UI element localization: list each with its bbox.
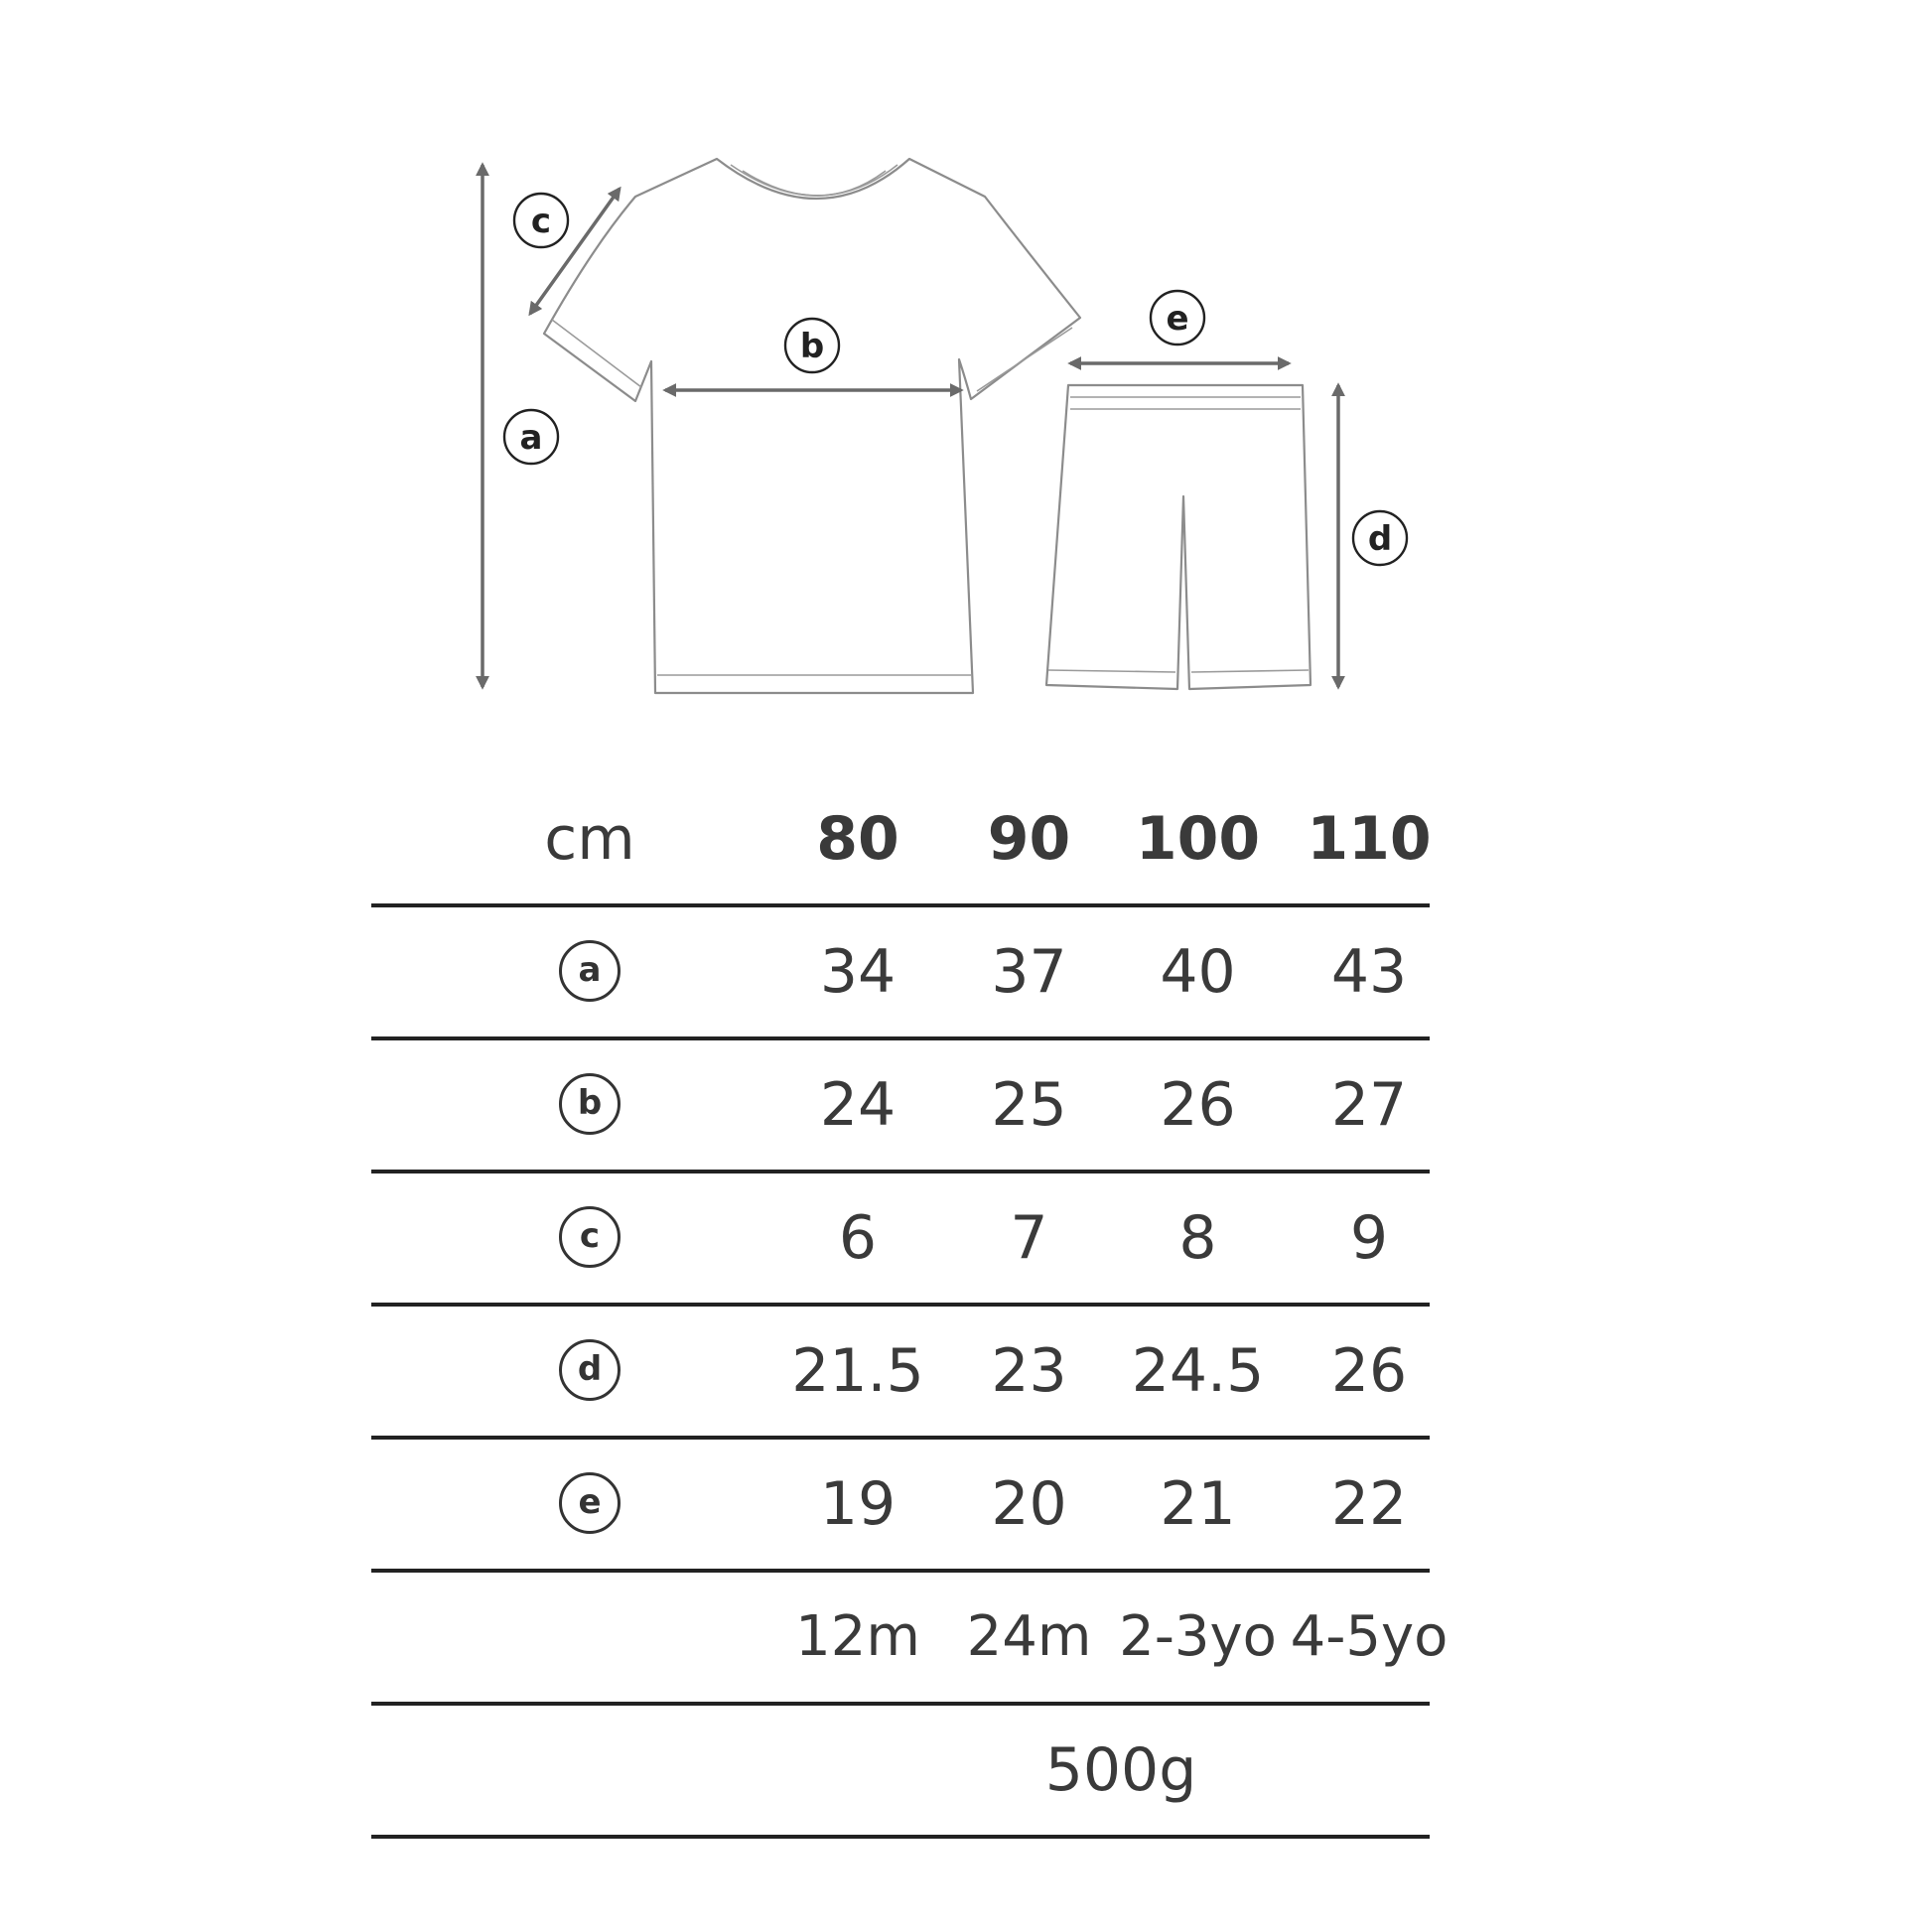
table-row-a <box>371 907 1430 1040</box>
size-chart-table <box>371 774 1449 1839</box>
table-row-e <box>371 1440 1430 1573</box>
row-label-a-badge: a <box>559 940 621 1002</box>
svg-text:a: a <box>519 418 543 458</box>
dimension-e-badge <box>1151 291 1204 345</box>
table-cell: 21.5 <box>791 1336 924 1406</box>
dimension-d-badge <box>1353 511 1407 565</box>
dimension-c-badge <box>514 194 568 247</box>
table-header-row <box>371 774 1430 907</box>
table-cell: 40 <box>1160 937 1236 1007</box>
table-cell: 24 <box>819 1070 897 1140</box>
svg-text:e: e <box>1166 299 1189 339</box>
svg-text:d: d <box>1367 519 1393 559</box>
row-label-c <box>371 1173 808 1303</box>
size-header-80: 80 <box>816 804 899 874</box>
row-label-b <box>371 1040 808 1170</box>
table-row-age <box>371 1573 1449 1706</box>
table-cell: 8 <box>1178 1203 1217 1273</box>
row-label-d <box>371 1307 808 1436</box>
garment-measurement-diagram <box>0 0 1932 755</box>
table-cell: 22 <box>1330 1469 1408 1539</box>
row-label-e-badge: e <box>559 1472 621 1534</box>
dimension-a-badge <box>504 410 558 464</box>
table-cell: 27 <box>1330 1070 1408 1140</box>
row-label-c-badge: c <box>559 1206 621 1268</box>
size-header-110: 110 <box>1307 804 1432 874</box>
dimension-b-badge <box>785 319 839 372</box>
table-row-b <box>371 1040 1430 1173</box>
table-cell: 23 <box>991 1336 1067 1406</box>
table-cell: 26 <box>1330 1336 1408 1406</box>
age-cell: 2-3yo <box>1119 1604 1277 1669</box>
table-cell: 24.5 <box>1131 1336 1265 1406</box>
size-header-90: 90 <box>987 804 1071 874</box>
shorts-outline <box>1046 385 1311 689</box>
table-cell: 25 <box>991 1070 1067 1140</box>
row-label-e <box>371 1440 808 1569</box>
table-row-d <box>371 1307 1430 1440</box>
table-cell: 7 <box>1010 1203 1048 1273</box>
svg-text:c: c <box>530 202 552 241</box>
table-cell: 21 <box>1160 1469 1236 1539</box>
age-cell: 4-5yo <box>1290 1604 1449 1669</box>
age-cell: 24m <box>966 1604 1092 1669</box>
table-cell: 9 <box>1349 1203 1389 1273</box>
table-row-c <box>371 1173 1430 1307</box>
table-cell: 19 <box>819 1469 897 1539</box>
row-label-d-badge: d <box>559 1339 621 1401</box>
svg-text:b: b <box>799 327 825 366</box>
tshirt-outline <box>544 159 1080 693</box>
row-label-b-badge: b <box>559 1073 621 1135</box>
table-cell: 43 <box>1330 937 1408 1007</box>
table-row-weight <box>371 1706 1430 1839</box>
weight-cell: 500g <box>1044 1735 1197 1805</box>
table-cell: 20 <box>991 1469 1067 1539</box>
table-cell: 37 <box>991 937 1067 1007</box>
table-cell: 34 <box>819 937 897 1007</box>
table-cell: 6 <box>838 1203 878 1273</box>
unit-label: cm <box>544 804 635 874</box>
age-cell: 12m <box>795 1604 920 1669</box>
row-label-a <box>371 907 808 1036</box>
size-header-100: 100 <box>1135 804 1261 874</box>
table-cell: 26 <box>1160 1070 1236 1140</box>
